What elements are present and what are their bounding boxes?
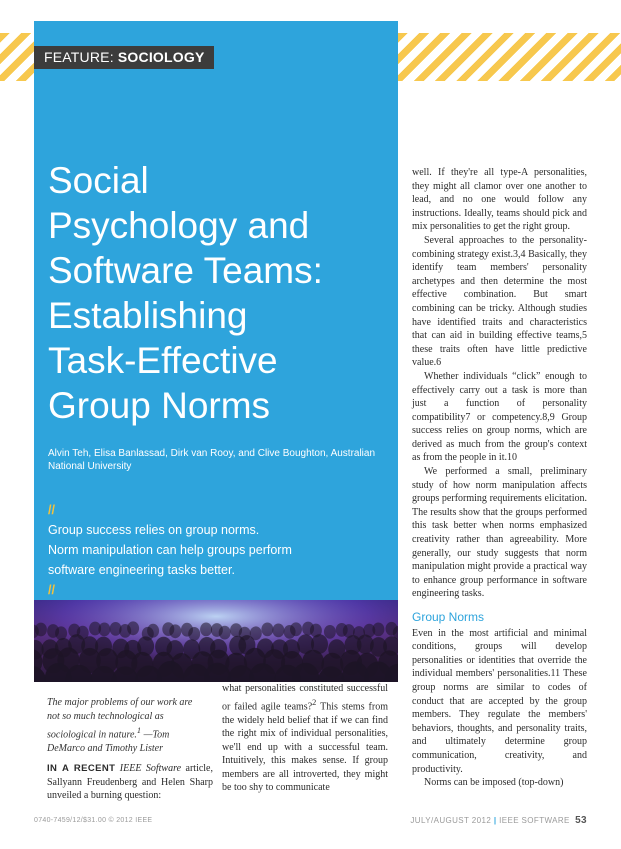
epigraph-attribution: —Tom DeMarco and Timothy Lister — [47, 729, 170, 755]
crowd-head — [98, 623, 110, 637]
epigraph — [47, 696, 207, 756]
pull-quote-line — [48, 560, 388, 600]
journal-name: IEEE Software — [119, 763, 182, 774]
epigraph-ref: 1 — [136, 726, 142, 735]
pull-quote — [48, 500, 388, 600]
author-list: Alvin Teh, Elisa Banlassad, Dirk van Rooy, and Clive Boughton, Australian National University — [48, 448, 376, 472]
lead-in-caps: IN A RECENT — [47, 763, 116, 774]
title-line: Psychology and — [48, 205, 310, 246]
crowd-head — [261, 623, 273, 637]
crowd-illustration — [34, 600, 398, 682]
crowd-head — [290, 622, 302, 636]
title-line: Social — [48, 160, 149, 201]
column-1-body — [47, 762, 213, 803]
paragraph: Norms can be imposed (top-down) — [424, 777, 564, 789]
crowd-head — [272, 624, 284, 638]
reference-mark: 2 — [312, 697, 317, 707]
paragraph: Several approaches to the personality-combining strategy exist.3,4 Basically, they identify team members' personality archetypes and then determine the most effective combination. But smart combining can be tricky. Although studies have identified traits and characteristics that can aid in building effective teams,5 these traits often have little predictive value.6 — [412, 234, 587, 369]
running-footer — [410, 815, 587, 826]
crowd-head — [35, 623, 47, 637]
crowd-head — [324, 625, 336, 639]
footer-divider: | — [493, 816, 497, 825]
crowd-head — [219, 626, 231, 640]
column-3 — [412, 166, 587, 790]
feature-topic: SOCIOLOGY — [117, 49, 205, 65]
issue-date: JULY/AUGUST 2012 — [410, 816, 492, 825]
section-heading: Group Norms — [412, 610, 485, 624]
feature-prefix: FEATURE: — [44, 49, 118, 65]
feature-label — [34, 46, 214, 69]
crowd-photo — [34, 600, 398, 682]
crowd-head — [127, 621, 139, 635]
magazine-name: IEEE SOFTWARE — [499, 816, 570, 825]
pull-quote-text: software engineering tasks better. — [48, 563, 235, 577]
lead-text: article, Sallyann Freudenberg and Helen Sharp unveiled a burning question: — [47, 763, 213, 801]
crowd-head — [188, 627, 200, 641]
epigraph-quote: The major problems of our work are not so much technological as sociological in nature. — [47, 697, 193, 741]
pull-quote-text: Group success relies on group norms. — [48, 523, 260, 537]
body-text: what personalities constituted successful or failed agile teams? — [222, 683, 388, 712]
pull-quote-line: Norm manipulation can help groups perform — [48, 543, 292, 557]
body-text: This stems from the widely held belief that if we can find the right mix of individual personalities, we'll end up with a successful team. Intuitively, this makes sense. If group members are all introverted, they might be too shy to communicate — [222, 700, 388, 794]
copyright-line: 0740-7459/12/$31.00 © 2012 IEEE — [34, 817, 153, 824]
paragraph: Even in the most artificial and minimal conditions, groups will develop personalities or identities that override the individual members' personalities.11 These group norms are similar to codes of conduct that are accepted by the group members. They regulate the members' behaviors, thoughts, and personality traits, and ultimately determine group communication, creativity, and productivity. — [412, 627, 587, 775]
decorative-stripes-left — [0, 33, 34, 81]
paragraph: We performed a small, preliminary study of how norm manipulation affects groups performing requirements elicitation. The results show that the groups performed this task better when norms emphasized creativity rather than agreeability. More generally, our study suggests that norm manipulation might provide a practical way to enhance group performance in software engineering tasks. — [412, 466, 587, 600]
title-line: Software Teams: — [48, 250, 323, 291]
title-line: Group Norms — [48, 385, 271, 426]
pull-quote-open-mark: // — [48, 503, 55, 517]
crowd-head — [55, 626, 67, 640]
column-2-body — [222, 682, 388, 795]
title-line: Establishing — [48, 295, 248, 336]
pull-quote-line — [48, 500, 388, 540]
pull-quote-close-mark: // — [48, 583, 55, 597]
paragraph: Whether individuals “click” enough to effectively carry out a task is more than just a function of personality compatibility7 or competency.8,9 Group success relies on group norms, which are derived as much from the group's context as from the people in it.10 — [412, 370, 587, 464]
article-title — [48, 158, 393, 428]
crowd-head — [372, 623, 384, 637]
crowd-head — [200, 623, 212, 637]
title-line: Task-Effective — [48, 340, 278, 381]
crowd-head — [147, 624, 159, 638]
crowd-head — [169, 624, 181, 638]
paragraph: well. If they're all type-A personalities, they might all clamor over one another to lead, and no one would follow any instructions. Ideally, teams should pick and mix personalities to get the right group. — [412, 167, 587, 233]
decorative-stripes-right — [398, 33, 621, 81]
page-number: 53 — [575, 815, 587, 826]
